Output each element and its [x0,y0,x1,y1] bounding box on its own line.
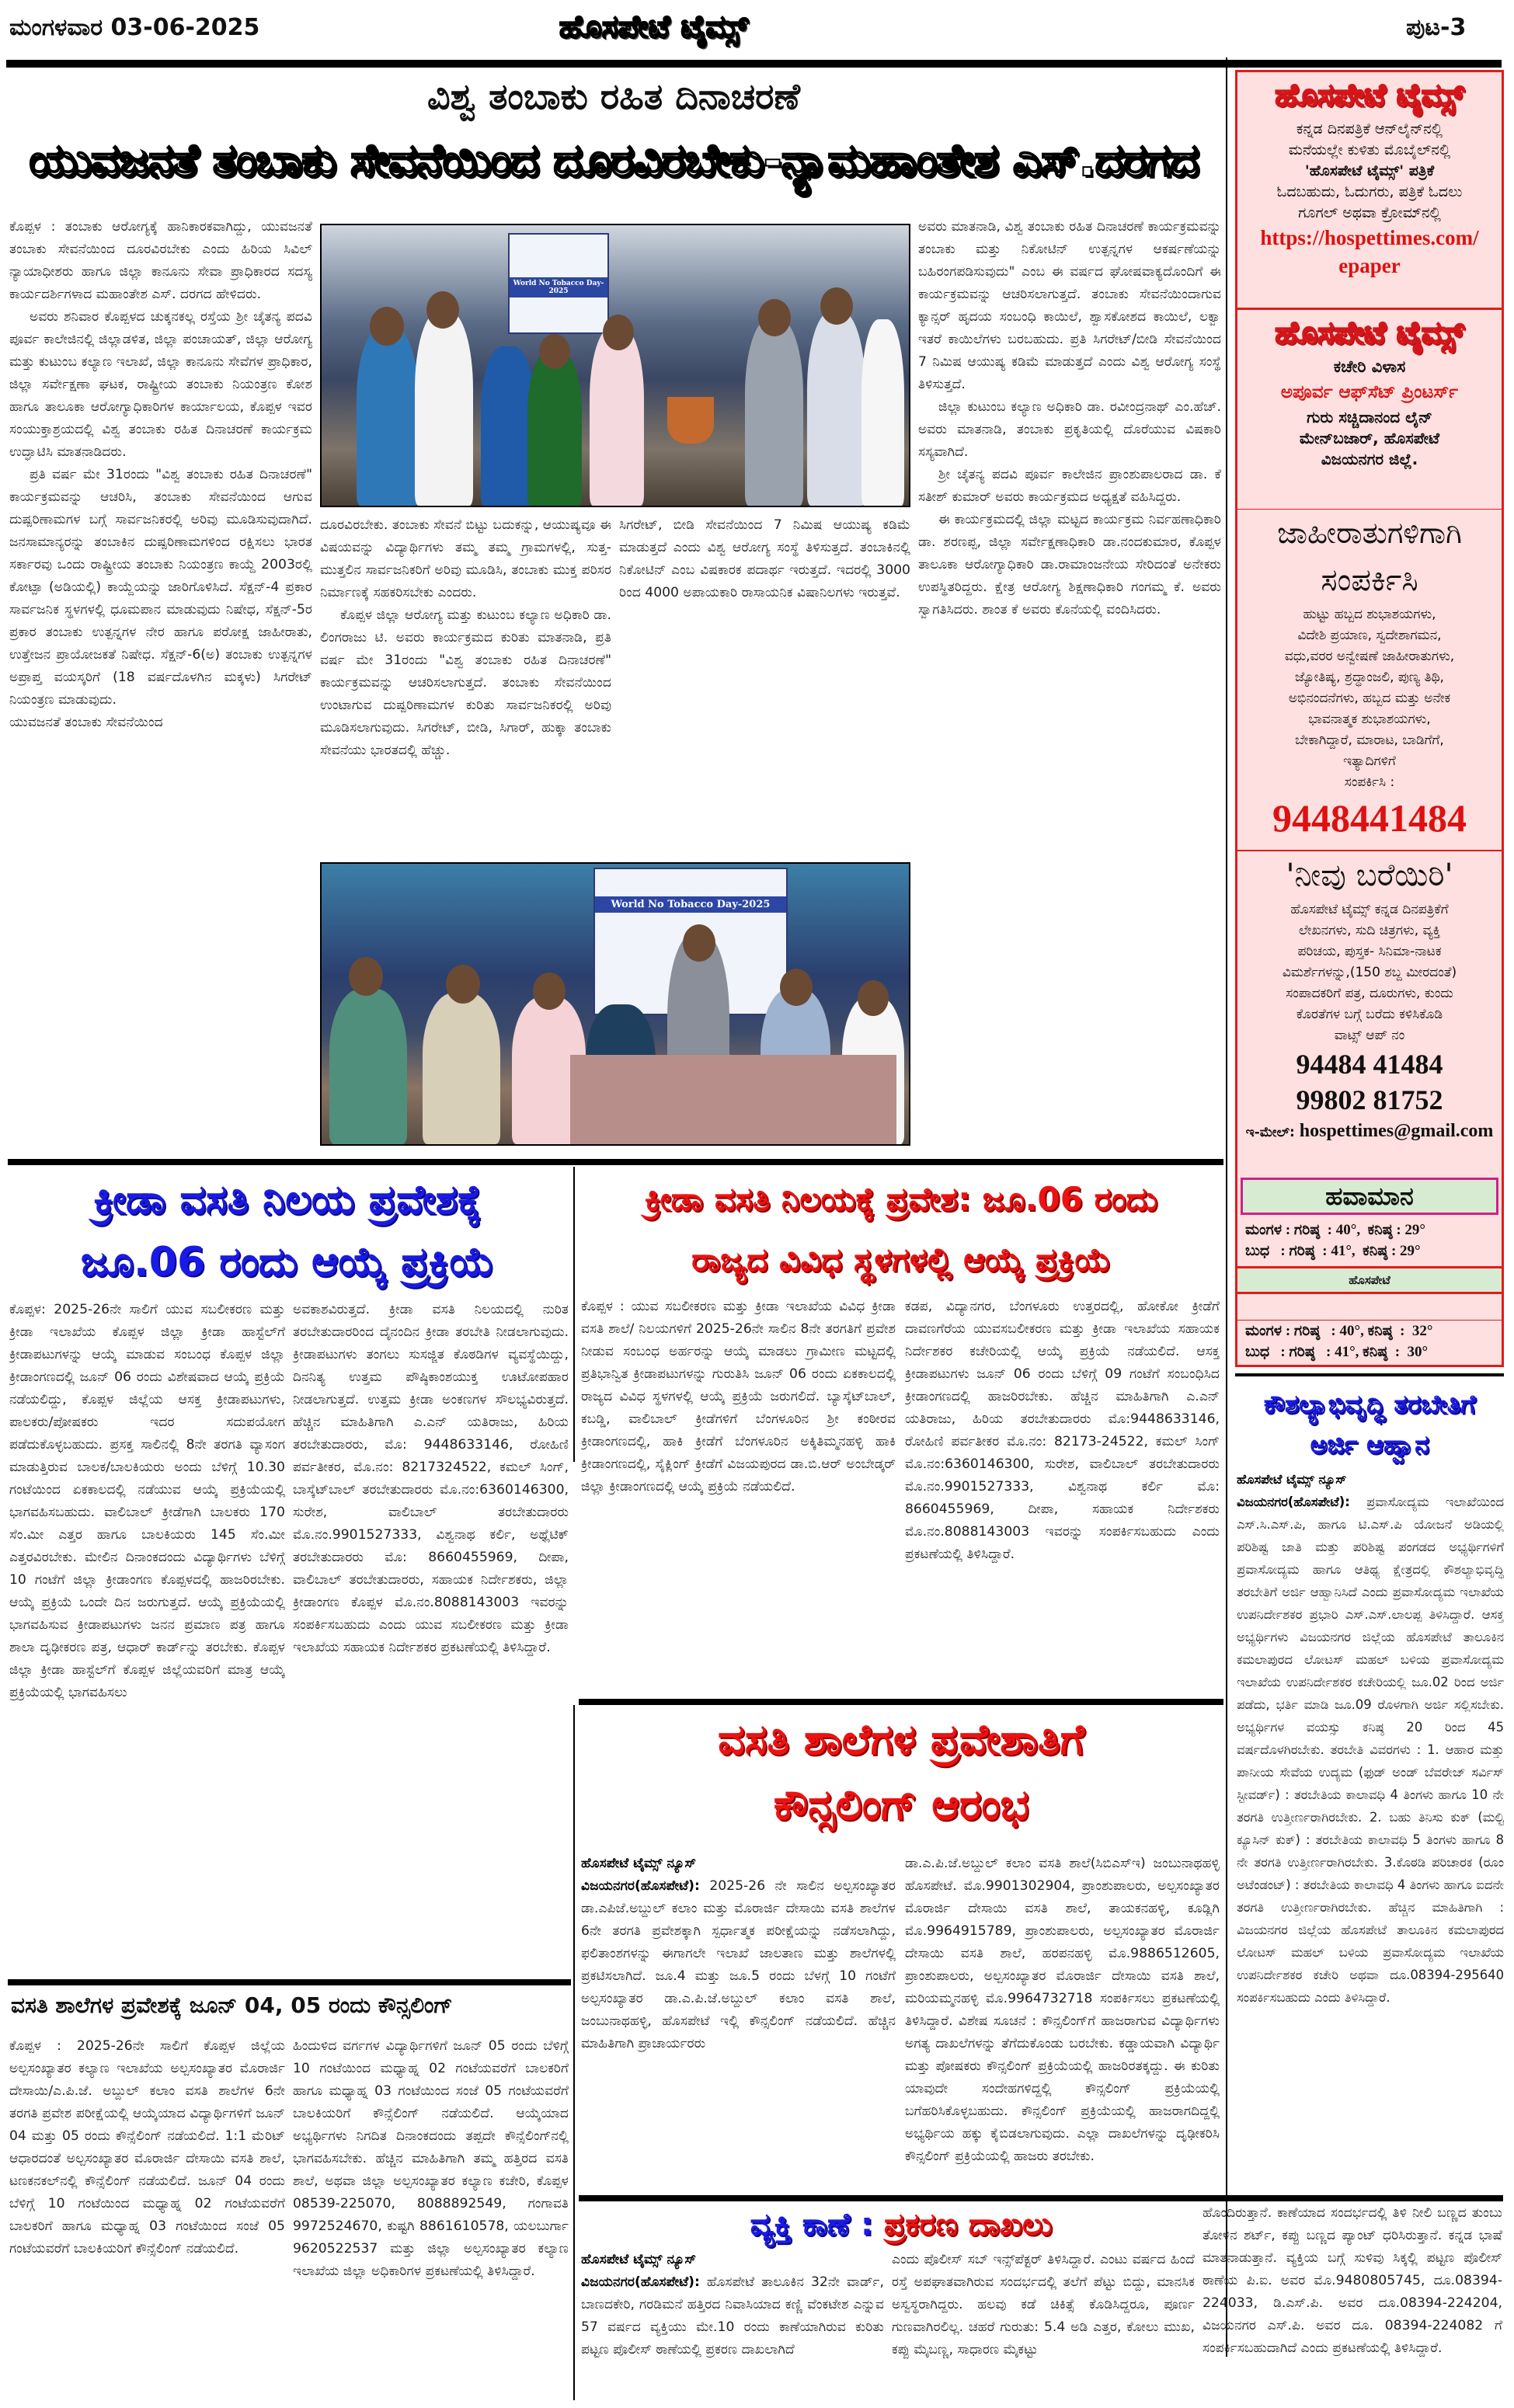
ad-line: ಓದಬಹುದು, ಓದುಗರು, ಪತ್ರಿಕೆ ಓದಲು [1276,183,1463,200]
sports-hostel-headline [8,1169,567,1293]
banner-caption: World No Tobacco Day-2025 [510,277,607,298]
weather-row: ಬುಧ : ಗರಿಷ್ಠ : 41°, ಕನಿಷ್ಠ : 29° [1245,1243,1421,1259]
ad-line: ಪರಿಚಯ, ಪುಸ್ತಕ- ಸಿನಿಮಾ-ನಾಟಕ [1297,944,1442,959]
ad-line: ವಾಟ್ಸ್ ಆಪ್ ನಂ [1334,1028,1405,1043]
lead-column-2 [320,514,611,848]
paragraph [581,2271,884,2361]
photo-person [590,327,644,506]
photo-head [683,924,715,962]
counselling-headline [579,1707,1223,1838]
dateline: ವಿಜಯನಗರ(ಹೊಸಪೇಟೆ): [581,2274,700,2290]
headline-line: ವಸತಿ ಶಾಲೆಗಳ ಪ್ರವೇಶಾತಿಗೆ [718,1715,1084,1764]
address-line: ವಿಜಯನಗರ ಜಿಲ್ಲೆ. [1321,450,1418,468]
you-write-title: 'ನೀವು ಬರೆಯಿರಿ' [1286,858,1453,893]
headline-line: ಕೌಶಲ್ಯಾಭಿವೃದ್ಧಿ ತರಬೇತಿಗೆ [1263,1389,1476,1419]
paragraph: ಕೊಪ್ಪಳ : 2025-26ನೇ ಸಾಲಿಗೆ ಕೊಪ್ಪಳ ಜಿಲ್ಲೆಯ ಅಲ್ಪಸಂಖ್ಯಾತರ ಕಲ್ಯಾಣ ಇಲಾಖೆಯ ಅಲ್ಪಸಂಖ್ಯಾತರ ಮೊರಾರ್ಜಿ ದೇಸಾಯಿ/ಎ.ಪಿ.ಜೆ. ಅಬ್ದುಲ್ ಕಲಾಂ ವಸತಿ ಶಾಲೆಗಳ 6ನೇ ತರಗತಿ ಪ್ರವೇಶ ಪರೀಕ್ಷೆಯಲ್ಲಿ ಆಯ್ಕೆಯಾದ ವಿದ್ಯಾರ್ಥಿಗಳಿಗೆ ಜೂನ್ 04 ಮತ್ತು 05 ರಂದು ಕೌನ್ಸೆಲಿಂಗ್ ನಡೆಯಲಿದೆ. 1:1 ಮೆರಿಟ್ ಆಧಾರದಂತೆ ಅಲ್ಪಸಂಖ್ಯಾತರ ಮೊರಾರ್ಜಿ ದೇಸಾಯಿ ವಸತಿ ಶಾಲೆ, ಟಣಕನಕಲ್‌ನಲ್ಲಿ ಕೌನ್ಸೆಲಿಂಗ್ ನಡೆಯಲಿದೆ. ಜೂನ್ 04 ರಂದು ಬೆಳಿಗ್ಗೆ 10 ಗಂಟೆಯಿಂದ ಮಧ್ಯಾಹ್ನ 02 ಗಂಟೆಯವರೆಗೆ ಬಾಲಕರಿಗೆ ಹಾಗೂ ಮಧ್ಯಾಹ್ನ 03 ಗಂಟೆಯಿಂದ ಸಂಜೆ 05 ಗಂಟೆಯವರೆಗೆ ಬಾಲಕಿಯರಿಗೆ ಕೌನ್ಸೆಲಿಂಗ್ ನಡೆಯಲಿದೆ. [9,2038,285,2257]
weather-city: ಹೊಸಪೇಟೆ [1237,1266,1502,1294]
photo-person [329,989,407,1144]
sports-state-column-2 [905,1296,1220,1684]
column-divider [573,1167,575,1462]
photo-head [446,965,480,1004]
dateline: ವಿಜಯನಗರ(ಹೊಸಪೇಟೆ): [1237,1495,1350,1509]
you-write-box [1235,850,1504,1199]
ads-contact-box [1235,510,1504,861]
ad-line: ಭಾವನಾತ್ಮಕ ಶುಭಾಶಯಗಳು, [1308,712,1431,727]
photo-head [370,307,404,346]
photo-head [780,969,813,1006]
sports-state-column-1 [581,1296,896,1684]
ad-line: ಸಂಪರ್ಕಿಸಿ : [1344,774,1395,790]
missing-person-column-3 [1202,2202,1502,2396]
byline-text: ಹೊಸಪೇಟೆ ಟೈಮ್ಸ್ ನ್ಯೂಸ್ [581,2252,697,2267]
body-text: ಪ್ರವಾಸೋದ್ಯಮ ಇಲಾಖೆಯಿಂದ ಎಸ್.ಸಿ.ಎಸ್.ಪಿ, ಹಾಗೂ ಟಿ.ಎಸ್.ಪಿ ಯೋಜನೆ ಅಡಿಯಲ್ಲಿ ಪರಿಶಿಷ್ಟ ಜಾತಿ ಮತ್ತು ಪರಿಶಿಷ್ಟ ಪಂಗಡದ ಅಭ್ಯರ್ಥಿಗಳಿಗೆ ಪ್ರವಾಸೋದ್ಯಮ ಹಾಗೂ ಆತಿಥ್ಯ ಕ್ಷೇತ್ರದಲ್ಲಿ ಕೌಶಲ್ಯಾಭಿವೃದ್ಧಿ ತರಬೇತಿಗೆ ಅರ್ಜಿ ಆಹ್ವಾನಿಸಿದೆ ಎಂದು ಪ್ರವಾಸೋದ್ಯಮ ಇಲಾಖೆಯ ಉಪನಿರ್ದೇಶಕರ ಪ್ರಭಾರಿ ಎಸ್.ಎಸ್.ಲಾಲಪ್ಪ ತಿಳಿಸಿದ್ದಾರೆ. ಆಸಕ್ತ ಅಭ್ಯರ್ಥಿಗಳು ವಿಜಯನಗರ ಜಿಲ್ಲೆಯ ಹೊಸಪೇಟೆ ತಾಲೂಕಿನ ಕಮಲಾಪುರದ ಲೋಟಸ್ ಮಹಲ್ ಬಳಿಯ ಪ್ರವಾಸೋದ್ಯಮ ಇಲಾಖೆಯ ಉಪನಿರ್ದೇಶಕರ ಕಚೇರಿಯಲ್ಲಿ ಜೂ.02 ರಿಂದ ಅರ್ಜಿ ಪಡೆದು, ಭರ್ತಿ ಮಾಡಿ ಜೂ.09 ರೊಳಗಾಗಿ ಅರ್ಜಿ ಸಲ್ಲಿಸಬೇಕು. ಅಭ್ಯರ್ಥಿಗಳ ವಯಸ್ಸು ಕನಿಷ್ಠ 20 ರಿಂದ 45 ವರ್ಷದೊಳಗಿರಬೇಕು. ತರಬೇತಿ ವಿವರಗಳು : 1. ಆಹಾರ ಮತ್ತು ಪಾನೀಯ ಸೇವೆಯ ಉದ್ಯಮ (ಫುಡ್ ಅಂಡ್ ಬೆವರೇಜ್ ಸರ್ವಿಸ್ ಸ್ಟೀವರ್ಡ್) : ತರಬೇತಿಯ ಕಾಲಾವಧಿ 4 ತಿಂಗಳು ಹಾಗೂ 10 ನೇ ತರಗತಿ ಉತ್ತೀರ್ಣರಾಗಿರಬೇಕು. 2. ಬಹು ತಿನಿಸು ಕುಕ್ (ಮಲ್ಟಿ ಕ್ಯೂಸಿನ್ ಕುಕ್) : ತರಬೇತಿಯ ಕಾಲಾವಧಿ 5 ತಿಂಗಳು ಹಾಗೂ 8 ನೇ ತರಗತಿ ಉತ್ತೀರ್ಣರಾಗಿರಬೇಕು. 3.ಕೊಠಡಿ ಪರಿಚಾರಕ (ರೂಂ ಅಟೆಂಡಂಟ್) : ತರಬೇತಿಯ ಕಾಲಾವಧಿ 4 ತಿಂಗಳು ಹಾಗೂ ಐದನೇ ತರಗತಿ ಉತ್ತೀರ್ಣರಾಗಿರಬೇಕು. ಹೆಚ್ಚಿನ ಮಾಹಿತಿಗಾಗಿ : ವಿಜಯನಗರ ಜಿಲ್ಲೆಯ ಹೊಸಪೇಟೆ ತಾಲೂಕಿನ ಕಮಲಾಪುರದ ಲೋಟಸ್ ಮಹಲ್ ಬಳಿಯ ಪ್ರವಾಸೋದ್ಯಮ ಇಲಾಖೆಯ ಉಪನಿರ್ದೇಶಕರ ಕಚೇರಿ ಅಥವಾ ದೂ.08394-295640 ಸಂಪರ್ಕಿಸಬಹುದು ಎಂದು ತಿಳಿಸಿದ್ದಾರೆ. [1237,1495,1504,2005]
photo-banner [508,233,609,334]
email-line [1237,1118,1502,1146]
photo-person [357,327,419,506]
paragraph: ಡಾ.ಎ.ಪಿ.ಜೆ.ಅಬ್ದುಲ್ ಕಲಾಂ ವಸತಿ ಶಾಲೆ(ಸಿಬಿಎಸ್‌ಇ) ಜಂಬುನಾಥಹಳ್ಳಿ ಹೊಸಪೇಟೆ. ಮೊ.9901302904, ಪ್ರಾಂಶುಪಾಲರು, ಅಲ್ಪಸಂಖ್ಯಾತರ ಮೊರಾರ್ಜಿ ದೇಸಾಯಿ ವಸತಿ ಶಾಲೆ, ತಾಯಕನಹಳ್ಳಿ, ಕೂಡ್ಲಿಗಿ ಮೊ.9964915789, ಪ್ರಾಂಶುಪಾಲರು, ಅಲ್ಪಸಂಖ್ಯಾತರ ಮೊರಾರ್ಜಿ ದೇಸಾಯಿ ವಸತಿ ಶಾಲೆ, ಹರಪನಹಳ್ಳಿ ಮೊ.9886512605, ಪ್ರಾಂಶುಪಾಲರು, ಅಲ್ಪಸಂಖ್ಯಾತರ ಮೊರಾರ್ಜಿ ದೇಸಾಯಿ ವಸತಿ ಶಾಲೆ, ಮರಿಯಮ್ಮನಹಳ್ಳಿ ಮೊ.9964732718 ಸಂಪರ್ಕಿಸಲು ಪ್ರಕಟಣೆಯಲ್ಲಿ ತಿಳಿಸಿದ್ದಾರೆ. ವಿಶೇಷ ಸೂಚನೆ : ಕೌನ್ಸಲಿಂಗ್‌ಗೆ ಹಾಜರಾಗುವ ವಿದ್ಯಾರ್ಥಿಗಳು ಅಗತ್ಯ ದಾಖಲೆಗಳನ್ನು ತೆಗೆದುಕೊಂಡು ಬರಬೇಕು. ಕಡ್ಡಾಯವಾಗಿ ವಿದ್ಯಾರ್ಥಿ ಮತ್ತು ಪೋಷಕರು ಕೌನ್ಸಲಿಂಗ್ ಪ್ರಕ್ರಿಯೆಯಲ್ಲಿ ಹಾಜರಿರತಕ್ಕದ್ದು. ಈ ಕುರಿತು ಯಾವುದೇ ಸಂದೇಹಗಳಿದ್ದಲ್ಲಿ ಕೌನ್ಸಲಿಂಗ್ ಪ್ರಕ್ರಿಯೆಯಲ್ಲಿ ಬಗೆಹರಿಸಿಕೊಳ್ಳಬಹುದು. ಕೌನ್ಸಲಿಂಗ್ ಪ್ರಕ್ರಿಯೆಯಲ್ಲಿ ಹಾಜರಾಗದಿದ್ದಲ್ಲಿ ಅಭ್ಯರ್ಥಿಯ ಹಕ್ಕು ಕೈಬಿಡಲಾಗುವುದು. ಎಲ್ಲಾ ದಾಖಲೆಗಳನ್ನು ದೃಢೀಕರಿಸಿ ಕೌನ್ಸಲಿಂಗ್ ಪ್ರಕ್ರಿಯೆಯಲ್ಲಿ ಹಾಜರು ತರಬೇಕು. [905,1856,1220,2164]
office-label: ಕಚೇರಿ ವಿಳಾಸ [1333,357,1406,376]
newspaper-title: ಹೊಸಪೇಟೆ ಟೈಮ್ಸ್ [559,9,749,45]
ad-line: ಗೂಗಲ್ ಅಥವಾ ಕ್ರೋಮ್‌ನಲ್ಲಿ [1298,204,1441,221]
section-rule [579,2195,1503,2201]
lead-headline: ಯುವಜನತೆ ತಂಬಾಕು ಸೇವನೆಯಿಂದ ದೂರವಿರಬೇಕು-ನ್ಯಾಮಹಾಂತೇಶ ಎಸ್.ದರಗದ [29,134,1199,186]
paragraph: ಹೊಂದಿರುತ್ತಾನೆ. ಕಾಣೆಯಾದ ಸಂದರ್ಭದಲ್ಲಿ ತಿಳಿ ನೀಲಿ ಬಣ್ಣದ ತುಂಬು ತೋಳಿನ ಶರ್ಟ್, ಕಪ್ಪು ಬಣ್ಣದ ಪ್ಯಾಂಟ್ ಧರಿಸಿರುತ್ತಾನೆ. ಕನ್ನಡ ಭಾಷೆ ಮಾತನಾಡುತ್ತಾನೆ. ವ್ಯಕ್ತಿಯ ಬಗ್ಗೆ ಸುಳಿವು ಸಿಕ್ಕಲ್ಲಿ ಪಟ್ಟಣ ಪೊಲೀಸ್ ಠಾಣೆಯ ಪಿ.ಐ. ಅವರ ಮೊ.9480805745, ದೂ.08394-224033, ಡಿ.ಎಸ್.ಪಿ. ಅವರ ದೂ.08394-224204, ವಿಜಯನಗರ ಎಸ್.ಪಿ. ಅವರ ದೂ. 08394-224082 ಗೆ ಸಂಪರ್ಕಿಸಬಹುದಾಗಿದೆ ಎಂದು ಪ್ರಕಟಣೆಯಲ್ಲಿ ತಿಳಿಸಿದ್ದಾರೆ. [1202,2205,1502,2356]
ad-line: ಇತ್ಯಾದಿಗಳಿಗೆ [1343,753,1396,769]
paragraph: ಕೊಪ್ಪಳ : ತಂಬಾಕು ಆರೋಗ್ಯಕ್ಕೆ ಹಾನಿಕಾರಕವಾಗಿದ್ದು, ಯುವಜನತೆ ತಂಬಾಕು ಸೇವನೆಯಿಂದ ದೂರವಿರಬೇಕು ಎಂದು ಹಿರಿಯ ಸಿವಿಲ್ ನ್ಯಾಯಾಧೀಶರು ಹಾಗೂ ಜಿಲ್ಲಾ ಕಾನೂನು ಸೇವಾ ಪ್ರಾಧಿಕಾರದ ಸದಸ್ಯ ಕಾರ್ಯದರ್ಶಿಗಳಾದ ಮಹಾಂತೇಶ ಎಸ್. ದರಗದ ಹೇಳಿದರು. [9,219,312,302]
ad-line: ಜ್ಯೋತಿಷ್ಯ, ಶ್ರದ್ಧಾಂಜಲಿ, ಪುಣ್ಯ ತಿಥಿ, [1295,670,1444,685]
ad-line: ಅಭಿನಂದನೆಗಳು, ಹಬ್ಬದ ಮತ್ತು ಅನೇಕ [1288,691,1451,706]
paragraph: ಅವಕಾಶವಿರುತ್ತದೆ. ಕ್ರೀಡಾ ವಸತಿ ನಿಲಯದಲ್ಲಿ ನುರಿತ ತರಬೇತುದಾರರಿಂದ ದೈನಂದಿನ ಕ್ರೀಡಾ ತರಬೇತಿ ನೀಡಲಾಗುವುದು. ಕ್ರೀಡಾಪಟುಗಳು ತಂಗಲು ಸುಸಜ್ಜಿತ ಕೊಠಡಿಗಳ ವ್ಯವಸ್ಥೆಯಿದ್ದು, ದಿನನಿತ್ಯ ಉತ್ತಮ ಪೌಷ್ಠಿಕಾಂಶಯುಕ್ತ ಊಟೋಪಹಾರ ನೀಡಲಾಗುತ್ತದೆ. ಉತ್ತಮ ಕ್ರೀಡಾ ಅಂಕಣಗಳ ಸೌಲಭ್ಯವಿರುತ್ತದೆ. ಹೆಚ್ಚಿನ ಮಾಹಿತಿಗಾಗಿ ಎ.ಎನ್ ಯತಿರಾಜು, ಹಿರಿಯ ತರಬೇತುದಾರರು, ಮೊ: 9448633146, ರೋಹಿಣಿ ಪರ್ವತೀಕರ, ಮೊ.ನಂ: 8217324522, ಕಮಲ್ ಸಿಂಗ್, ಬಾಸ್ಕೆಟ್‌ಬಾಲ್ ತರಬೇತುದಾರರು ಮೊ.ನಂ:6360146300, ಸುರೇಶ, ವಾಲಿಬಾಲ್ ತರಬೇತುದಾರರು ಮೊ.ನಂ.9901527333, ವಿಶ್ವನಾಥ ಕರ್ಲಿ, ಅಥ್ಲೆಟಿಕ್ ತರಬೇತುದಾರರು ಮೊ: 8660455969, ದೀಪಾ, ವಾಲಿಬಾಲ್ ತರಬೇತುದಾರರು, ಸಹಾಯಕ ನಿರ್ದೇಶಕರು, ಜಿಲ್ಲಾ ಕ್ರೀಡಾಂಗಣ ಕೊಪ್ಪಳ ಮೊ.ನಂ.8088143003 ಇವರನ್ನು ಸಂಪರ್ಕಿಸಬಹುದು ಎಂದು ಯುವ ಸಬಲೀಕರಣ ಮತ್ತು ಕ್ರೀಡಾ ಇಲಾಖೆಯ ಸಹಾಯಕ ನಿರ್ದೇಶಕರ ಪ್ರಕಟಣೆಯಲ್ಲಿ ತಿಳಿಸಿದ್ದಾರೆ. [293,1302,569,1655]
skills-headline [1235,1384,1504,1465]
ad-line: ವಿಮರ್ಶೆಗಳನ್ನು,(150 ಶಬ್ದ ಮೀರದಂತೆ) [1282,965,1457,980]
ad-line: ಮನೆಯಲ್ಲೇ ಕುಳಿತು ಮೊಬೈಲ್‌ನಲ್ಲಿ [1288,141,1451,158]
event-photo-2 [320,862,910,1146]
weather-box [1235,1174,1504,1322]
byline [581,1853,896,1875]
lead-column-4 [918,216,1221,1156]
missing-person-column-1 [581,2249,884,2396]
weather-city-box [1235,1321,1504,1367]
paragraph: ಕೊಪ್ಪಳ: 2025-26ನೇ ಸಾಲಿಗೆ ಯುವ ಸಬಲೀಕರಣ ಮತ್ತು ಕ್ರೀಡಾ ಇಲಾಖೆಯ ಕೊಪ್ಪಳ ಜಿಲ್ಲಾ ಕ್ರೀಡಾ ಹಾಸ್ಟೆಲ್‌ಗೆ ಕ್ರೀಡಾಪಟುಗಳನ್ನು ಆಯ್ಕೆ ಮಾಡುವ ಸಂಬಂಧ ಕೊಪ್ಪಳ ಜಿಲ್ಲಾ ಕ್ರೀಡಾಂಗಣದಲ್ಲಿ ಜೂನ್ 06 ರಂದು ವಿಶೇಷವಾದ ಆಯ್ಕೆ ಪ್ರಕ್ರಿಯೆ ನಡೆಯಲಿದ್ದು, ಕೊಪ್ಪಳ ಜಿಲ್ಲೆಯ ಆಸಕ್ತ ಕ್ರೀಡಾಪಟುಗಳು, ಪಾಲಕರು/ಪೋಷಕರು ಇದರ ಸದುಪಯೋಗ ಪಡೆದುಕೊಳ್ಳಬಹುದು. ಪ್ರಸಕ್ತ ಸಾಲಿನಲ್ಲಿ 8ನೇ ತರಗತಿ ವ್ಯಾಸಂಗ ಮಾಡುತ್ತಿರುವ ಬಾಲಕ/ಬಾಲಕಿಯರು ಅಂದು ಬೆಳಿಗ್ಗೆ 10.30 ಗಂಟೆಯಿಂದ ಏಕಕಾಲದಲ್ಲಿ ನಡೆಯುವ ಆಯ್ಕೆ ಪ್ರಕ್ರಿಯೆಯಲ್ಲಿ ಭಾಗವಹಿಸಬಹುದು. ವಾಲಿಬಾಲ್ ಕ್ರೀಡೆಗಾಗಿ ಬಾಲಕರು 170 ಸೆಂ.ಮೀ ಎತ್ತರ ಹಾಗೂ ಬಾಲಕಿಯರು 145 ಸೆಂ.ಮೀ ಎತ್ತರವಿರಬೇಕು. ಮೇಲಿನ ದಿನಾಂಕದಂದು ವಿದ್ಯಾರ್ಥಿಗಳು ಬೆಳಿಗ್ಗೆ 10 ಗಂಟೆಗೆ ಜಿಲ್ಲಾ ಕ್ರೀಡಾಂಗಣ ಕೊಪ್ಪಳದಲ್ಲಿ ಹಾಜರಿರಬೇಕು. ಆಯ್ಕೆ ಪ್ರಕ್ರಿಯೆ ಒಂದೇ ದಿನ ಜರುಗುತ್ತದೆ. ಆಯ್ಕೆ ಪ್ರಕ್ರಿಯೆಯಲ್ಲಿ ಭಾಗವಹಿಸುವ ಕ್ರೀಡಾಪಟುಗಳು ಜನನ ಪ್ರಮಾಣ ಪತ್ರ ಹಾಗೂ ಶಾಲಾ ದೃಢೀಕರಣ ಪತ್ರ, ಆಧಾರ್ ಕಾರ್ಡ್‌ನ್ನು ತರಬೇಕು. ಕೊಪ್ಪಳ ಜಿಲ್ಲಾ ಕ್ರೀಡಾ ಹಾಸ್ಟೆಲ್‌ಗೆ ಕೊಪ್ಪಳ ಜಿಲ್ಲೆಯವರಿಗೆ ಮಾತ್ರ ಆಯ್ಕೆ ಪ್ರಕ್ರಿಯೆಯಲ್ಲಿ ಭಾಗವಹಿಸಲು [9,1302,285,1700]
paragraph: ಹಿಂದುಳಿದ ವರ್ಗಗಳ ವಿದ್ಯಾರ್ಥಿಗಳಿಗೆ ಜೂನ್ 05 ರಂದು ಬೆಳಿಗ್ಗೆ 10 ಗಂಟೆಯಿಂದ ಮಧ್ಯಾಹ್ನ 02 ಗಂಟೆಯವರೆಗೆ ಬಾಲಕರಿಗೆ ಹಾಗೂ ಮಧ್ಯಾಹ್ನ 03 ಗಂಟೆಯಿಂದ ಸಂಜೆ 05 ಗಂಟೆಯವರೆಗೆ ಬಾಲಕಿಯರಿಗೆ ಕೌನ್ಸೆಲಿಂಗ್ ನಡೆಯಲಿದೆ. ಆಯ್ಕೆಯಾದ ಅಭ್ಯರ್ಥಿಗಳು ನಿಗದಿತ ದಿನಾಂಕದಂದು ತಪ್ಪದೇ ಕೌನ್ಸೆಲಿಂಗ್‌ನಲ್ಲಿ ಭಾಗವಹಿಸಬೇಕು. ಹೆಚ್ಚಿನ ಮಾಹಿತಿಗಾಗಿ ತಮ್ಮ ಹತ್ತಿರದ ವಸತಿ ಶಾಲೆ, ಅಥವಾ ಜಿಲ್ಲಾ ಅಲ್ಪಸಂಖ್ಯಾತರ ಕಲ್ಯಾಣ ಕಚೇರಿ, ಕೊಪ್ಪಳ 08539-225070, 8088892549, ಗಂಗಾವತಿ 9972524670, ಕುಷ್ಟಗಿ 8861610578, ಯಲಬುರ್ಗಾ 9620522537 ಮತ್ತು ಜಿಲ್ಲಾ ಅಲ್ಪಸಂಖ್ಯಾತರ ಕಲ್ಯಾಣ ಇಲಾಖೆಯ ಜಿಲ್ಲಾ ಅಧಿಕಾರಿಗಳ ಪ್ರಕಟಣೆಯಲ್ಲಿ ತಿಳಿಸಿದ್ದಾರೆ. [293,2038,569,2279]
ad-logo: ಹೊಸಪೇಟೆ ಟೈಮ್ಸ್ [1275,78,1464,113]
lead-column-3 [619,514,910,848]
paragraph: ಸಿಗರೇಟ್, ಬೀಡಿ ಸೇವನೆಯಿಂದ 7 ನಿಮಿಷ ಆಯುಷ್ಯ ಕಡಿಮೆ ಮಾಡುತ್ತದೆ ಎಂದು ವಿಶ್ವ ಆರೋಗ್ಯ ಸಂಸ್ಥೆ ತಿಳಿಸುತ್ತದೆ. ತಂಬಾಕಿನಲ್ಲಿ ನಿಕೋಟಿನ್ ಎಂಬ ವಿಷಕಾರಕ ಪದಾರ್ಥ ಇರುತ್ತದೆ. ಇದರಲ್ಲಿ 3000 ರಿಂದ 4000 ಅಪಾಯಕಾರಿ ರಾಸಾಯನಿಕ ವಿಷಾನಿಲಗಳು ಇರುತ್ತವೆ. [619,517,910,600]
headline-line: ಕ್ರೀಡಾ ವಸತಿ ನಿಲಯಕ್ಕೆ ಪ್ರವೇಶ: ಜೂ.06 ರಂದು [645,1180,1157,1218]
ad-line: ಲೇಖನಗಳು, ಸುದಿ ಚಿತ್ರಗಳು, ವ್ಯಕ್ತಿ [1298,923,1441,938]
ad-line: ಕೊರತೆಗಳ ಬಗ್ಗೆ ಬರೆದು ಕಳಿಸಿಕೊಡಿ [1296,1007,1443,1022]
ads-phone[interactable]: 9448441484 [1272,796,1467,840]
counselling-column-2 [905,1853,1220,2191]
photo-head [349,957,383,996]
paragraph: ಕೊಪ್ಪಳ ಜಿಲ್ಲಾ ಆರೋಗ್ಯ ಮತ್ತು ಕುಟುಂಬ ಕಲ್ಯಾಣ ಅಧಿಕಾರಿ ಡಾ. ಲಿಂಗರಾಜು ಟಿ. ಅವರು ಕಾರ್ಯಕ್ರಮದ ಕುರಿತು ಮಾತನಾಡಿ, ಪ್ರತಿ ವರ್ಷ ಮೇ 31ರಂದು "ವಿಶ್ವ ತಂಬಾಕು ರಹಿತ ದಿನಾಚರಣೆ" ಕಾರ್ಯಕ್ರಮವನ್ನು ಆಚರಿಸಲಾಗುತ್ತದೆ. ತಂಬಾಕು ಸೇವನೆಯಿಂದ ಉಂಟಾಗುವ ದುಷ್ಪರಿಣಾಮಗಳ ಕುರಿತು ಸಾರ್ವಜನಿಕರಲ್ಲಿ ಅರಿವು ಮೂಡಿಸಲಾಗುವುದು. ಸಿಗರೇಟ್, ಬೀಡಿ, ಸಿಗಾರ್, ಹುಕ್ಕಾ ತಂಬಾಕು ಸೇವನೆಯು ಭಾರತದಲ್ಲಿ ಹೆಚ್ಚು. [320,607,611,758]
ad-line: ಬೇಕಾಗಿದ್ದಾರೆ, ಮಾರಾಟ, ಬಾಡಿಗೆಗೆ, [1295,732,1444,748]
headline-line: ರಾಜ್ಯದ ವಿವಿಧ ಸ್ಥಳಗಳಲ್ಲಿ ಆಯ್ಕೆ ಪ್ರಕ್ರಿಯೆ [691,1241,1111,1279]
photo-head [758,299,791,336]
byline-text: ಹೊಸಪೇಟೆ ಟೈಮ್ಸ್ ನ್ಯೂಸ್ [1237,1472,1347,1487]
headline-part-blue: ವ್ಯಕ್ತಿ ಕಾಣೆ : [750,2207,873,2243]
body-text: 2025-26 ನೇ ಸಾಲಿನ ಅಲ್ಪಸಂಖ್ಯಾತರ ಡಾ.ಎಪಿಜೆ.ಅಬ್ದುಲ್ ಕಲಾಂ ಮತ್ತು ಮೊರಾರ್ಜಿ ದೇಸಾಯಿ ವಸತಿ ಶಾಲೆಗಳ 6ನೇ ತರಗತಿ ಪ್ರವೇಶಕ್ಕಾಗಿ ಸ್ಪರ್ಧಾತ್ಮಕ ಪರೀಕ್ಷೆಯನ್ನು ನಡೆಸಲಾಗಿದ್ದು, ಫಲಿತಾಂಶಗಳನ್ನು ಈಗಾಗಲೇ ಇಲಾಖೆ ಜಾಲತಾಣ ಮತ್ತು ಶಾಲೆಗಳಲ್ಲಿ ಪ್ರಕಟಿಸಲಾಗಿದೆ. ಜೂ.4 ಮತ್ತು ಜೂ.5 ರಂದು ಬೆಳಗ್ಗೆ 10 ಗಂಟೆಗೆ ಅಲ್ಪಸಂಖ್ಯಾತರ ಡಾ.ಎ.ಪಿ.ಜೆ.ಅಬ್ದುಲ್ ಕಲಾಂ ವಸತಿ ಶಾಲೆ, ಜಂಬುನಾಥಹಳ್ಳಿ, ಹೊಸಪೇಟೆ ಇಲ್ಲಿ ಕೌನ್ಸಲಿಂಗ್ ನಡೆಯಲಿದೆ. ಹೆಚ್ಚಿನ ಮಾಹಿತಿಗಾಗಿ ಪ್ರಾಚಾರ್ಯರರು [581,1878,896,2051]
epaper-link-path[interactable]: epaper [1338,254,1401,277]
headline-part-red: ಪ್ರಕರಣ ದಾಖಲು [883,2207,1053,2243]
section-rule [8,1159,1223,1165]
page-number: ಪುಟ-3 [1406,14,1467,41]
photo-person [861,319,904,506]
sports-hostel-column-1 [9,1299,285,1959]
address-line: ಮೇನ್‌ಬಜಾರ್, ಹೊಸಪೇಟೆ [1299,429,1440,447]
body-text: ಹೊಸಪೇಟೆ ತಾಲೂಕಿನ 32ನೇ ವಾರ್ಡ್, ಬಾಣದಕೇರಿ, ಗರಡಿಮನೆ ಹತ್ತಿರದ ನಿವಾಸಿಯಾದ ಕಣ್ಣಿ ವೆಂಕಟೇಶ ಎನ್ನುವ 57 ವರ್ಷದ ವ್ಯಕ್ತಿಯು ಮೇ.10 ರಂದು ಕಾಣೆಯಾಗಿರುವ ಕುರಿತು ಪಟ್ಟಣ ಪೊಲೀಸ್ ಠಾಣೆಯಲ್ಲಿ ಪ್ರಕರಣ ದಾಖಲಾಗಿದೆ [581,2274,884,2358]
photo-person [667,397,714,444]
address-line: ಗುರು ಸಚ್ಚಿದಾನಂದ ಲೈನ್ [1307,408,1432,426]
photo-head [426,291,459,329]
weather-row: ಮಂಗಳ : ಗರಿಷ್ಠ : 40°, ಕನಿಷ್ಠ : 32° [1245,1323,1433,1339]
byline-text: ಹೊಸಪೇಟೆ ಟೈಮ್ಸ್ ನ್ಯೂಸ್ [581,1856,697,1871]
headline-line: ಅರ್ಜಿ ಆಹ್ವಾನ [1310,1429,1429,1460]
office-address-ad [1235,308,1504,511]
whatsapp-phone-1[interactable]: 94484 41484 [1296,1049,1443,1080]
photo-person [745,319,803,506]
photo-head [533,973,566,1010]
paragraph: ದೂರವಿರಬೇಕು. ತಂಬಾಕು ಸೇವನೆ ಬಿಟ್ಟು ಬದುಕನ್ನು, ಆಯುಷ್ಯವೂ ಈ ವಿಷಯವನ್ನು ವಿದ್ಯಾರ್ಥಿಗಳು ತಮ್ಮ ತಮ್ಮ ಗ್ರಾಮಗಳಲ್ಲಿ, ಸುತ್ತ-ಮುತ್ತಲಿನ ಸಾರ್ವಜನಿಕರಿಗೆ ಅರಿವು ಮೂಡಿಸಿ, ತಂಬಾಕು ಮುಕ್ತ ಪರಿಸರ ನಿರ್ಮಾಣಕ್ಕೆ ಸಹಕರಿಸಬೇಕು ಎಂದರು. [320,517,611,600]
ad-logo: ಹೊಸಪೇಟೆ ಟೈಮ್ಸ್ [1275,315,1464,351]
section-rule [8,1979,571,1985]
sports-hostel-column-2 [293,1299,569,1959]
june-counselling-column-1 [9,2035,285,2400]
paragraph: ಅವರು ಶನಿವಾರ ಕೊಪ್ಪಳದ ಚುಕ್ಕನಕಲ್ಲ ರಸ್ತೆಯ ಶ್ರೀ ಚೈತನ್ಯ ಪದವಿ ಪೂರ್ವ ಕಾಲೇಜಿನಲ್ಲಿ ಜಿಲ್ಲಾಡಳಿತ, ಜಿಲ್ಲಾ ಪಂಚಾಯತ್, ಜಿಲ್ಲಾ ಆರೋಗ್ಯ ಮತ್ತು ಕುಟುಂಬ ಕಲ್ಯಾಣ ಇಲಾಖೆ, ಜಿಲ್ಲಾ ಕಾನೂನು ಸೇವೆಗಳ ಪ್ರಾಧಿಕಾರ, ಜಿಲ್ಲಾ ಸರ್ವೇಕ್ಷಣಾ ಘಟಕ, ರಾಷ್ಟ್ರೀಯ ತಂಬಾಕು ನಿಯಂತ್ರಣ ಕೋಶ ಹಾಗೂ ತಾಲೂಕಾ ಆರೋಗ್ಯಾಧಿಕಾರಿಗಳ ಕಾರ್ಯಾಲಯ, ಕೊಪ್ಪಳ ಇವರ ಸಂಯುಕ್ತಾಶ್ರಯದಲ್ಲಿ ವಿಶ್ವ ತಂಬಾಕು ರಹಿತ ದಿನಾಚರಣೆ ಕಾರ್ಯಕ್ರಮ ಉದ್ಘಾಟಿಸಿ ಮಾತನಾಡಿದರು. [9,309,312,460]
missing-person-headline [579,2204,1223,2245]
sports-state-headline [579,1169,1223,1290]
paragraph [581,1875,896,2055]
paragraph: ಕೊಪ್ಪಳ : ಯುವ ಸಬಲೀಕರಣ ಮತ್ತು ಕ್ರೀಡಾ ಇಲಾಖೆಯ ವಿವಿಧ ಕ್ರೀಡಾ ವಸತಿ ಶಾಲೆ/ ನಿಲಯಗಳಿಗೆ 2025-26ನೇ ಸಾಲಿನ 8ನೇ ತರಗತಿಗೆ ಪ್ರವೇಶ ನೀಡುವ ಸಂಬಂಧ ಅರ್ಹರನ್ನು ಆಯ್ಕೆ ಮಾಡಲು ಗ್ರಾಮೀಣ ಮಟ್ಟದಲ್ಲಿ ಪ್ರತಿಭಾನ್ವಿತ ಕ್ರೀಡಾಪಟುಗಳನ್ನು ಗುರುತಿಸಿ ಜೂನ್ 06 ರಂದು ಏಕಕಾಲದಲ್ಲಿ ರಾಜ್ಯದ ವಿವಿಧ ಸ್ಥಳಗಳಲ್ಲಿ ಆಯ್ಕೆ ಪ್ರಕ್ರಿಯೆ ಜರುಗಲಿದೆ. ಬ್ಯಾಸ್ಕೆಟ್‌ಬಾಲ್, ಕಬಡ್ಡಿ, ವಾಲಿಬಾಲ್ ಕ್ರೀಡೆಗಳಿಗೆ ಬೆಂಗಳೂರಿನ ಶ್ರೀ ಕಂಠೀರವ ಕ್ರೀಡಾಂಗಣದಲ್ಲಿ, ಹಾಕಿ ಕ್ರೀಡೆಗೆ ಬೆಂಗಳೂರಿನ ಅಕ್ಕಿತಿಮ್ಮನಹಳ್ಳಿ ಹಾಕಿ ಕ್ರೀಡಾಂಗಣದಲ್ಲಿ, ಸೈಕ್ಲಿಂಗ್ ಕ್ರೀಡೆಗೆ ವಿಜಯಪುರದ ಡಾ.ಬಿ.ಆರ್ ಅಂಬೇಡ್ಕರ್ ಜಿಲ್ಲಾ ಕ್ರೀಡಾಂಗಣದಲ್ಲಿ ಆಯ್ಕೆ ಪ್ರಕ್ರಿಯೆ ನಡೆಯಲಿದೆ. [581,1299,896,1495]
lead-column-1 [9,216,312,1156]
ad-line: ಹೊಸಪೇಟೆ ಟೈಮ್ಸ್ ಕನ್ನಡ ದಿನಪತ್ರಿಕೆಗೆ [1290,902,1449,917]
headline-line: ಕ್ರೀಡಾ ವಸತಿ ನಿಲಯ ಪ್ರವೇಶಕ್ಕೆ [93,1177,482,1223]
ad-line: ಹುಟ್ಟು ಹಬ್ಬದ ಶುಭಾಶಯಗಳು, [1303,607,1436,622]
paragraph: ಎಂದು ಪೊಲೀಸ್ ಸಬ್ ಇನ್ಸ್‌ಪೆಕ್ಟರ್ ತಿಳಿಸಿದ್ದಾರೆ. ಎಂಟು ವರ್ಷದ ಹಿಂದೆ ರಸ್ತೆ ಅಪಘಾತವಾಗಿರುವ ಸಂದರ್ಭದಲ್ಲಿ ತಲೆಗೆ ಪೆಟ್ಟು ಬಿದ್ದು, ಮಾನಸಿಕ ಅಸ್ವಸ್ಥರಾಗಿದ್ದರು. ಹಲವು ಕಡೆ ಚಿಕಿತ್ಸೆ ಕೊಡಿಸಿದ್ದರೂ, ಪೂರ್ಣ ಗುಣವಾಗಿರಲಿಲ್ಲ. ಚಹರೆ ಗುರುತು: 5.4 ಅಡಿ ಎತ್ತರ, ಕೋಲು ಮುಖ, ಕಪ್ಪು ಮೈಬಣ್ಣ, ಸಾಧಾರಣ ಮೈಕಟ್ಟು [892,2252,1195,2358]
issue-date: ಮಂಗಳವಾರ 03-06-2025 [9,14,260,41]
missing-person-column-2 [892,2249,1195,2396]
headline-line: ಜೂ.06 ರಂದು ಆಯ್ಕೆ ಪ್ರಕ್ರಿಯೆ [80,1239,495,1286]
ad-line: ಕನ್ನಡ ದಿನಪತ್ರಿಕೆ ಆನ್‌ಲೈನ್‌ನಲ್ಲಿ [1296,120,1443,137]
email-label: ಇ-ಮೇಲ್: [1245,1125,1295,1140]
paragraph: ಶ್ರೀ ಚೈತನ್ಯ ಪದವಿ ಪೂರ್ವ ಕಾಲೇಜಿನ ಪ್ರಾಂಶುಪಾಲರಾದ ಡಾ. ಕೆ ಸತೀಶ್ ಕುಮಾರ್ ಅವರು ಕಾರ್ಯಕ್ರಮದ ಅಧ್ಯಕ್ಷತೆ ವಹಿಸಿದ್ದರು. [918,467,1221,505]
ad-line: ವಿದೇಶಿ ಪ್ರಯಾಣ, ಸ್ವದೇಶಾಗಮನ, [1297,628,1442,643]
column-divider [573,1705,575,2400]
photo-person [423,993,500,1144]
weather-title: ಹವಾಮಾನ [1241,1178,1498,1215]
weather-row: ಮಂಗಳ : ಗರಿಷ್ಠ : 40°, ಕನಿಷ್ಠ : 29° [1245,1222,1426,1238]
weather-row: ಬುಧ : ಗರಿಷ್ಠ : 41°, ಕನಿಷ್ಠ : 30° [1245,1344,1429,1360]
ad-line: ಸಂಪಾದಕರಿಗೆ ಪತ್ರ, ದೂರುಗಳು, ಕುಂದು [1286,986,1453,1001]
photo-person [415,311,473,506]
paragraph: ಪ್ರತಿ ವರ್ಷ ಮೇ 31ರಂದು "ವಿಶ್ವ ತಂಬಾಕು ರಹಿತ ದಿನಾಚರಣೆ" ಕಾರ್ಯಕ್ರಮವನ್ನು ಆಚರಿಸಿ, ತಂಬಾಕು ಸೇವನೆಯಿಂದ ಆಗುವ ದುಷ್ಪರಿಣಾಮಗಳ ಬಗ್ಗೆ ಸಾರ್ವಜನಿಕರಲ್ಲಿ ಅರಿವು ಮೂಡಿಸುವುದಾಗಿದೆ. ಜನಸಾಮಾನ್ಯರನ್ನು ತಂಬಾಕಿನ ದುಷ್ಪರಿಣಾಮಗಳಿಂದ ರಕ್ಷಿಸಲು ಭಾರತ ಸರ್ಕಾರವು ಒಂದು ರಾಷ್ಟ್ರೀಯ ತಂಬಾಕು ನಿಯಂತ್ರಣ ಕಾಯ್ದೆ 2003ರಲ್ಲಿ ಕೋಟ್ಪಾ (ಅಡಿಯಲ್ಲಿ) ಕಾಯ್ದೆಯನ್ನು ಜಾರಿಗೊಳಿಸಿದೆ. ಸೆಕ್ಷನ್-4 ಪ್ರಕಾರ ಸಾರ್ವಜನಿಕ ಸ್ಥಳಗಳಲ್ಲಿ ಧೂಮಪಾನ ಮಾಡುವುದು ನಿಷೇಧ, ಸೆಕ್ಷನ್-5ರ ಪ್ರಕಾರ ತಂಬಾಕು ಉತ್ಪನ್ನಗಳ ನೇರ ಹಾಗೂ ಪರೋಕ್ಷ ಜಾಹೀರಾತು, ಉತ್ತೇಜನ ಪ್ರಾಯೋಜಕತೆ ನಿಷೇಧ. ಸೆಕ್ಷನ್-6(ಅ) ತಂಬಾಕು ಉತ್ಪನ್ನಗಳ ಅಪ್ರಾಪ್ತ ವಯಸ್ಕರಿಗೆ (18 ವರ್ಷದೊಳಗಿನ ಮಕ್ಕಳು) ಸಿಗರೇಟ್ ನಿಯಂತ್ರಣ ಮಾಡುವುದು. [9,467,312,708]
photo-head [820,287,853,325]
ad-line: 'ಹೊಸಪೇಟೆ ಟೈಮ್ಸ್' ಪತ್ರಿಕೆ [1304,162,1435,179]
paragraph: ಯುವಜನತೆ ತಂಬಾಕು ಸೇವನೆಯಿಂದ [9,715,163,730]
paragraph [1237,1491,1504,2009]
paragraph: ಈ ಕಾರ್ಯಕ್ರಮದಲ್ಲಿ ಜಿಲ್ಲಾ ಮಟ್ಟದ ಕಾರ್ಯಕ್ರಮ ನಿರ್ವಹಣಾಧಿಕಾರಿ ಡಾ. ಶರಣಪ್ಪ, ಜಿಲ್ಲಾ ಸರ್ವೇಕ್ಷಣಾಧಿಕಾರಿ ಡಾ.ನಂದಕುಮಾರ, ಕೊಪ್ಪಳ ತಾಲೂಕಾ ಆರೋಗ್ಯಾಧಿಕಾರಿ ಡಾ.ರಾಮಾಂಜನೇಯ ಸೇರಿದಂತೆ ಅನೇಕರು ಉಪಸ್ಥಿತರಿದ್ದರು. ಕ್ಷೇತ್ರ ಆರೋಗ್ಯ ಶಿಕ್ಷಣಾಧಿಕಾರಿ ಗಂಗಮ್ಮ ಕೆ. ಅವರು ಸ್ವಾಗತಿಸಿದರು. ಶಾಂತ ಕೆ ಅವರು ಕೊನೆಯಲ್ಲಿ ವಂದಿಸಿದರು. [918,512,1221,618]
counselling-column-1 [581,1853,896,2191]
byline [581,2249,884,2271]
ads-title: ಸಂಪರ್ಕಿಸಿ [1321,562,1418,598]
photo-head [858,980,889,1016]
dateline: ವಿಜಯನಗರ(ಹೊಸಪೇಟೆ): [581,1878,700,1894]
sidebar-rule [1235,1373,1504,1376]
paragraph: ಕಡಪ, ವಿದ್ಯಾನಗರ, ಬೆಂಗಳೂರು ಉತ್ತರದಲ್ಲಿ, ಹೋಕೋ ಕ್ರೀಡೆಗೆ ದಾವಣಗೆರೆಯ ಯುವಸಬಲೀಕರಣ ಮತ್ತು ಕ್ರೀಡಾ ಇಲಾಖೆಯ ಸಹಾಯಕ ನಿರ್ದೇಶಕರ ಕಚೇರಿಯಲ್ಲಿ ಆಯ್ಕೆ ಪ್ರಕ್ರಿಯೆ ನಡೆಯಲಿದೆ. ಆಸಕ್ತ ಕ್ರೀಡಾಪಟುಗಳು ಜೂನ್ 06 ರಂದು ಬೆಳಿಗ್ಗೆ 09 ಗಂಟೆಗೆ ಸಂಬಂಧಿಸಿದ ಕ್ರೀಡಾಂಗಣದಲ್ಲಿ ಹಾಜರಿರಬೇಕು. ಹೆಚ್ಚಿನ ಮಾಹಿತಿಗಾಗಿ ಎ.ಎನ್ ಯತಿರಾಜು, ಹಿರಿಯ ತರಬೇತುದಾರರು ಮೊ:9448633146, ರೋಹಿಣಿ ಪರ್ವತೀಕರ ಮೊ.ನಂ: 82173-24522, ಕಮಲ್ ಸಿಂಗ್ ಮೊ.ನಂ:6360146300, ಸುರೇಶ, ವಾಲಿಬಾಲ್ ತರಬೇತುದಾರರು ಮೊ.ನಂ.9901527333, ವಿಶ್ವನಾಥ ಕರ್ಲಿ ಮೊ: 8660455969, ದೀಪಾ, ಸಹಾಯಕ ನಿರ್ದೇಶಕರು ಮೊ.ನಂ.8088143003 ಇವರನ್ನು ಸಂಪರ್ಕಿಸಬಹುದು ಎಂದು ಪ್ರಕಟಣೆಯಲ್ಲಿ ತಿಳಿಸಿದ್ದಾರೆ. [905,1299,1220,1562]
photo-person [527,350,582,506]
skills-body [1237,1468,1504,2187]
photo-table [570,1055,896,1144]
byline [1237,1468,1504,1491]
june-counselling-column-2 [293,2035,569,2400]
ad-line: ವಧು,ವರರ ಅನ್ವೇಷಣೆ ಜಾಹೀರಾತುಗಳು, [1284,649,1455,664]
paragraph: ಅವರು ಮಾತನಾಡಿ, ವಿಶ್ವ ತಂಬಾಕು ರಹಿತ ದಿನಾಚರಣೆ ಕಾರ್ಯಕ್ರಮವನ್ನು ತಂಬಾಕು ಮತ್ತು ನಿಕೋಟಿನ್ ಉತ್ಪನ್ನಗಳ ಆಕರ್ಷಣೆಯನ್ನು ಬಹಿರಂಗಪಡಿಸುವುದು" ಎಂಬ ಈ ವರ್ಷದ ಘೋಷವಾಕ್ಯದೊಂದಿಗೆ ಈ ಕಾರ್ಯಕ್ರಮವನ್ನು ಆಚರಿಸಲಾಗುತ್ತದೆ. ತಂಬಾಕು ಸೇವನೆಯಿಂದಾಗುವ ಕ್ಯಾನ್ಸರ್ ಹೃದಯ ಸಂಬಂಧಿ ಕಾಯಿಲೆ, ಶ್ವಾಸಕೋಶದ ಕಾಯಿಲೆ, ಲಕ್ವಾ ಇತರೆ ಕಾಯಿಲೆಗಳು ಬರಬಹುದು. ಪ್ರತಿ ಸಿಗರೇಟ್/ಬೀಡಿ ಸೇವನೆಯಿಂದ 7 ನಿಮಿಷ ಆಯುಷ್ಯ ಕಡಿಮೆ ಮಾಡುತ್ತದೆ ಎಂದು ವಿಶ್ವ ಆರೋಗ್ಯ ಸಂಸ್ಥೆ ತಿಳಿಸುತ್ತದೆ. [918,219,1221,392]
section-rule [579,1699,1223,1705]
epaper-ad [1235,70,1504,309]
sidebar-divider [1226,57,1227,2357]
masthead-rule [6,60,1502,68]
photo-person [807,311,865,506]
lead-kicker: ವಿಶ್ವ ತಂಬಾಕು ರಹಿತ ದಿನಾಚರಣೆ [427,75,800,117]
email-address[interactable]: hospettimes@gmail.com [1299,1121,1494,1141]
event-photo-1 [320,224,910,507]
photo-head [539,334,570,369]
june-counselling-headline: ವಸತಿ ಶಾಲೆಗಳ ಪ್ರವೇಶಕ್ಕೆ ಜೂನ್ 04, 05 ರಂದು ಕೌನ್ಸಲಿಂಗ್ [11,1992,453,2018]
printer-name: ಅಪೂರ್ವ ಆಫ್‌ಸೆಟ್ ಪ್ರಿಂಟರ್ಸ್ [1280,382,1459,402]
headline-line: ಕೌನ್ಸಲಿಂಗ್ ಆರಂಭ [773,1780,1029,1829]
banner-caption: World No Tobacco Day-2025 [595,896,786,913]
ads-title: ಜಾಹೀರಾತುಗಳಿಗಾಗಿ [1277,516,1462,550]
photo-head [603,315,634,350]
paragraph: ಜಿಲ್ಲಾ ಕುಟುಂಬ ಕಲ್ಯಾಣ ಅಧಿಕಾರಿ ಡಾ. ರವೀಂದ್ರನಾಥ್ ಎಂ.ಹೆಚ್. ಅವರು ಮಾತನಾಡಿ, ತಂಬಾಕು ಪ್ರಕೃತಿಯಲ್ಲಿ ದೊರೆಯುವ ವಿಷಕಾರಿ ಸಸ್ಯವಾಗಿದೆ. [918,399,1221,460]
whatsapp-phone-2[interactable]: 99802 81752 [1296,1084,1443,1115]
epaper-link[interactable]: https://hospettimes.com/ [1260,226,1479,249]
